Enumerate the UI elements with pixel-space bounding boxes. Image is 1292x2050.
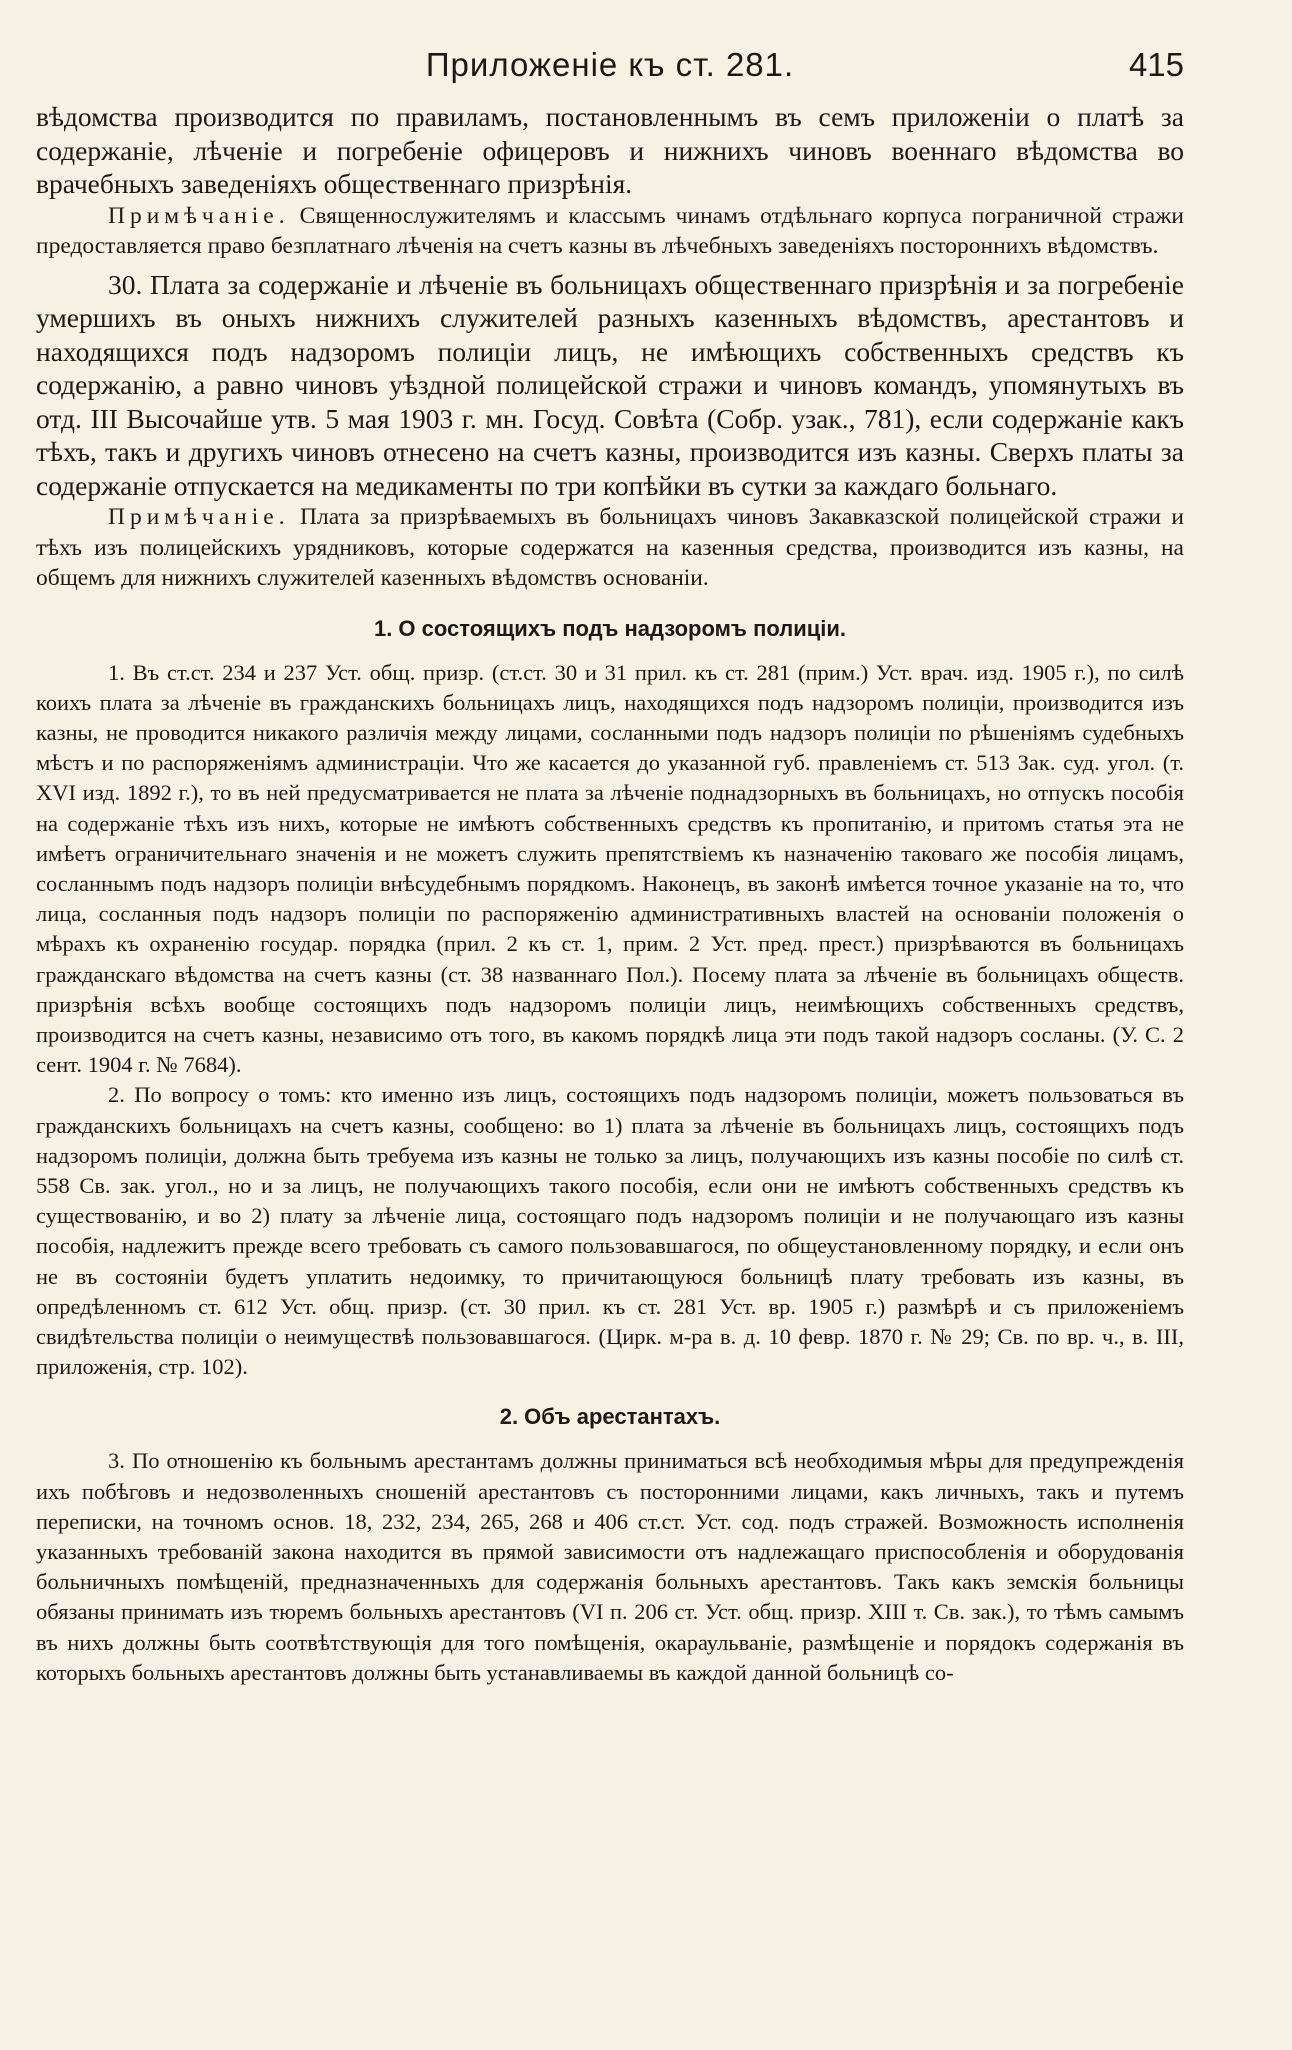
note-2-label: Примѣчанiе. xyxy=(108,504,290,530)
article-30 xyxy=(36,268,1184,503)
section-2-heading: 2. Объ арестантахъ. xyxy=(499,1404,721,1430)
intro-paragraph: вѣдомства производится по правиламъ, постановленнымъ въ семъ приложенiи о платѣ за содержанiе, лѣченiе и погребенiе офицеровъ и нижнихъ чиновъ военнаго вѣдомства во врачебныхъ заведенiяхъ общественнаго призрѣнiя. xyxy=(36,101,1184,199)
document-page xyxy=(36,40,1184,1688)
article-30-text: Плата за содержанiе и лѣченiе въ больницахъ общественнаго призрѣнiя и за погребенiе умершихъ въ оныхъ нижнихъ служителей разныхъ казенныхъ вѣдомствъ, арестантовъ и находящихся подъ надзоромъ полицiи лицъ, не имѣющихъ собственныхъ средствъ къ содержанiю, а равно чиновъ уѣздной полицейской стражи и чиновъ командъ, упомянутыхъ въ отд. III Высочайше утв. 5 мая 1903 г. мн. Госуд. Совѣта (Собр. узак., 781), если содержанiе какъ тѣхъ, такъ и другихъ чиновъ отнесено на счетъ казны, производится изъ казны. Сверхъ платы за содержанiе отпускается на медикаменты по три копѣйки въ сутки за каждаго больнаго. xyxy=(36,268,1185,501)
page-header xyxy=(36,40,1184,100)
section-2-paragraph-3: 3. По отношенiю къ больнымъ арестантамъ должны приниматься всѣ необходимыя мѣры для предупрежденiя ихъ побѣговъ и недозволенныхъ сношенiй арестантовъ съ посторонними лицами, какъ личныхъ, такъ и путемъ переписки, на точномъ основ. 18, 232, 234, 265, 268 и 406 ст.ст. Уст. сод. подъ стражей. Возможность исполненiя указанныхъ требованiй закона находится въ прямой зависимости отъ надлежащаго приспособленiя и оборудованiя больничныхъ помѣщенiй, предназначенныхъ для содержанiя больныхъ арестантовъ. Такъ какъ земскiя больницы обязаны принимать изъ тюремъ больныхъ арестантовъ (VI п. 206 ст. Уст. общ. призр. XIII т. Св. зак.), то тѣмъ самымъ въ нихъ должны быть соотвѣтствующiя для того помѣщенiя, окараульванiе, размѣщенiе и порядокъ содержанiя въ которыхъ больныхъ арестантовъ должны быть устанавливаемы въ каждой данной больницѣ со- xyxy=(36,1448,1184,1685)
note-2-text: Плата за призрѣваемыхъ въ больницахъ чиновъ Закавказской полицейской стражи и тѣхъ изъ полицейскихъ урядниковъ, которые содержатся на казенныя средства, производится изъ казны, на общемъ для нижнихъ служителей казенныхъ вѣдомствъ основанiи. xyxy=(36,504,1184,591)
section-1-paragraph-2: 2. По вопросу о томъ: кто именно изъ лицъ, состоящихъ подъ надзоромъ полицiи, можетъ пользоваться въ гражданскихъ больницахъ на счетъ казны, сообщено: во 1) плата за лѣченiе въ больницахъ лицъ, состоящихъ подъ надзоромъ полицiи, должна быть требуема изъ казны не только за лицъ, получающихъ изъ казны пособiе по силѣ ст. 558 Св. зак. угол., но и за лицъ, не получающихъ такого пособiя, если они не имѣютъ собственныхъ средствъ къ существованiю, и во 2) плату за лѣченiе лица, состоящаго подъ надзоромъ полицiи и не получающаго изъ казны пособiя, надлежитъ прежде всего требовать съ самого пользовавшагося, по общеустановленному порядку, и если онъ не въ состоянiи будетъ уплатить недоимку, то причитающуюся больницѣ плату требовать изъ казны, въ опредѣленномъ ст. 612 Уст. общ. призр. (ст. 30 прил. къ ст. 281 Уст. вр. 1905 г.) размѣрѣ и съ приложенiемъ свидѣтельства полицiи о неимуществѣ пользовавшагося. (Цирк. м-ра в. д. 10 февр. 1870 г. № 29; Св. по вр. ч., в. III, приложенiя, стр. 102). xyxy=(36,1082,1184,1380)
page-number: 415 xyxy=(1128,46,1184,83)
note-2 xyxy=(36,502,1184,594)
note-1-label: Примѣчанiе. xyxy=(108,202,290,229)
section-1-heading: 1. О состоящихъ подъ надзоромъ полицiи. xyxy=(373,615,847,641)
note-1 xyxy=(36,201,1184,262)
note-1-text: Священнослужителямъ и классымъ чинамъ отдѣльнаго корпуса пограничной стражи предоставляется право безплатнаго лѣченiя на счетъ казны въ лѣчебныхъ заведенiяхъ постороннихъ вѣдомствъ. xyxy=(36,202,1184,259)
section-1-paragraph-1: 1. Въ ст.ст. 234 и 237 Уст. общ. призр. (ст.ст. 30 и 31 прил. къ ст. 281 (прим.) Уст. врач. изд. 1905 г.), по силѣ коихъ плата за лѣченiе въ гражданскихъ больницахъ лицъ, находящихся подъ надзоромъ полицiи, производится изъ казны, не проводится никакого различiя между лицами, сосланными подъ надзоръ полицiи по рѣшенiямъ судебныхъ мѣстъ и по распоряженiямъ администрацiи. Что же касается до указанной губ. правленiемъ ст. 513 Зак. суд. угол. (т. XVI изд. 1892 г.), то въ ней предусматривается не плата за лѣченiе поднадзорныхъ въ больницахъ, но отпускъ пособiя на содержанiе тѣхъ изъ нихъ, которые не имѣютъ собственныхъ средствъ къ пропитанiю, и притомъ статья эта не имѣетъ ограничительнаго значенiя и не можетъ служить препятствiемъ къ назначенiю таковаго же пособiя лицамъ, сосланнымъ подъ надзоръ полицiи внѣсудебнымъ порядкомъ. Наконецъ, въ законѣ имѣется точное указанiе на то, что лица, сосланныя подъ надзоръ полицiи по распоряженiю административныхъ властей на основанiи положенiя о мѣрахъ къ охраненiю государ. порядка (прил. 2 къ ст. 1, прим. 2 Уст. пред. прест.) призрѣваются въ больницахъ гражданскаго вѣдомства на счетъ казны (ст. 38 названнаго Пол.). Посему плата за лѣченiе въ больницахъ обществ. призрѣнiя всѣхъ вообще состоящихъ подъ надзоромъ полицiи лицъ, неимѣющихъ собственныхъ средствъ, производится на счетъ казны, независимо отъ того, въ какомъ порядкѣ лица эти подъ такой надзоръ сосланы. (У. С. 2 сент. 1904 г. № 7684). xyxy=(36,659,1184,1078)
running-title: Приложенiе къ ст. 281. xyxy=(425,46,795,83)
article-30-number: 30. xyxy=(108,268,143,300)
